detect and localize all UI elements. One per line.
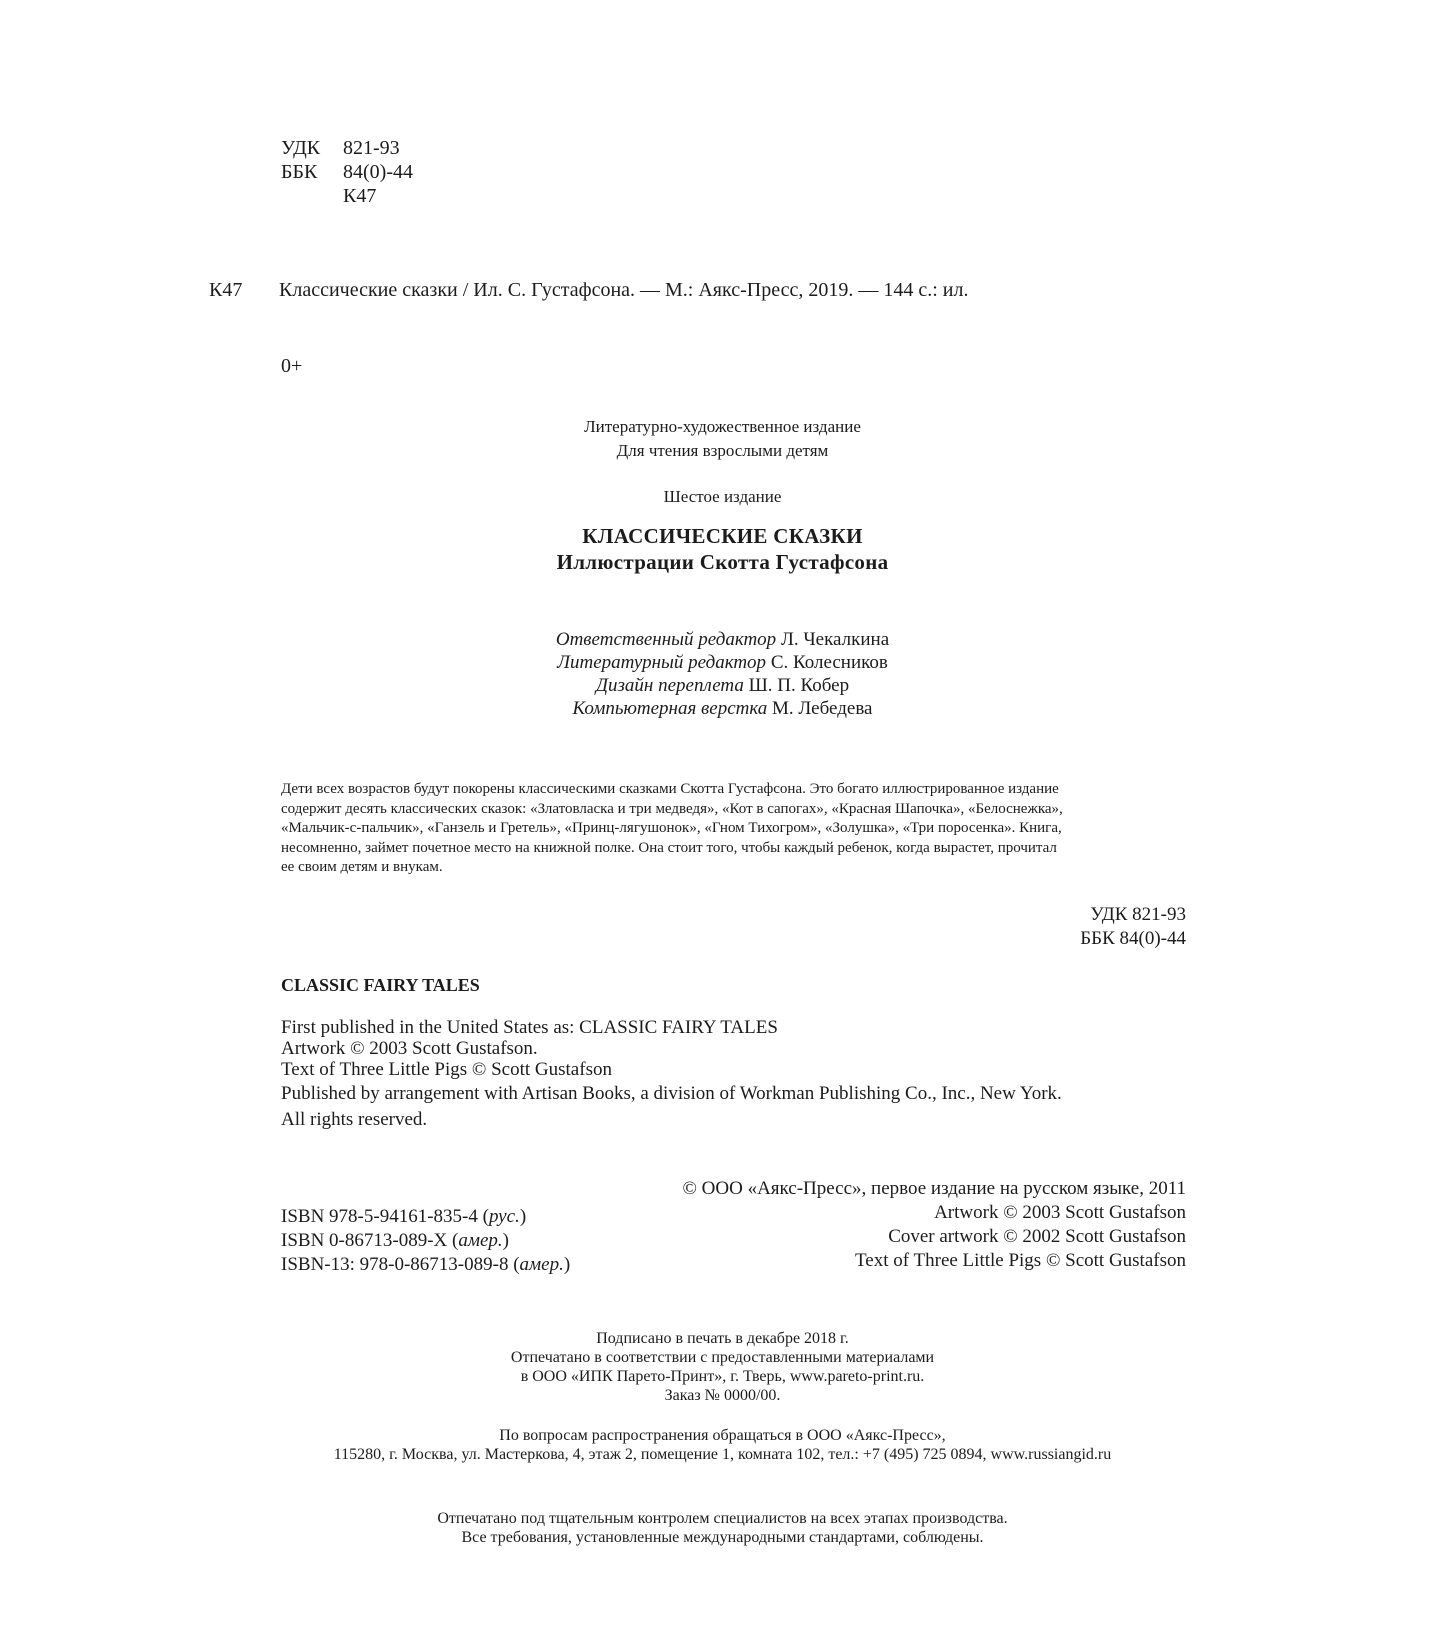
catalog-description: Классические сказки / Ил. С. Густафсона. — М.: Аякс-Пресс, 2019. — 144 с.: ил. <box>279 279 969 301</box>
isbn-line: ISBN 0-86713-089-X (амер.) <box>281 1230 509 1251</box>
genre-block <box>0 415 1445 463</box>
isbn-number: ISBN 0-86713-089-X <box>281 1230 448 1251</box>
credit-role: Литературный редактор <box>557 652 767 673</box>
print-info-line: в ООО «ИПК Парето-Принт», г. Тверь, www.pareto-print.ru. <box>520 1368 925 1385</box>
english-line: Published by arrangement with Artisan Books, a division of Workman Publishing Co., Inc., New York. <box>281 1083 1062 1104</box>
english-title: CLASSIC FAIRY TALES <box>281 975 480 995</box>
credit-role: Компьютерная верстка <box>572 698 768 719</box>
credit-name: С. Колесников <box>770 652 888 673</box>
bbk-code: ББК 84(0)-44 <box>1080 928 1186 949</box>
english-rights-block <box>281 1017 1062 1132</box>
age-rating: 0+ <box>281 355 303 377</box>
isbn-line: ISBN-13: 978-0-86713-089-8 (амер.) <box>281 1254 571 1275</box>
credit-line <box>0 697 1445 720</box>
quality-line: Все требования, установленные международными стандартами, соблюдены. <box>461 1529 984 1546</box>
credit-role: Ответственный редактор <box>555 629 777 650</box>
english-line: Artwork © 2003 Scott Gustafson. <box>281 1038 538 1059</box>
copyright-block <box>560 1177 1186 1273</box>
book-title: КЛАССИЧЕСКИЕ СКАЗКИ <box>582 524 863 548</box>
credit-line <box>0 651 1445 674</box>
classification-block <box>281 136 413 208</box>
classification-row-bbk <box>281 160 413 184</box>
quality-line: Отпечатано под тщательным контролем специалистов на всех этапах производства. <box>437 1510 1008 1527</box>
classification-value: 84(0)-44 <box>343 161 413 183</box>
isbn-number: ISBN-13: 978-0-86713-089-8 <box>281 1254 509 1275</box>
classification-value: 821-93 <box>343 137 400 159</box>
quality-block <box>0 1509 1445 1547</box>
credits-block <box>0 628 1445 720</box>
title-block <box>0 523 1445 575</box>
catalog-entry <box>209 279 968 302</box>
copyright-line: Artwork © 2003 Scott Gustafson <box>934 1202 1186 1223</box>
annotation-line: Дети всех возрастов будут покорены классическими сказками Скотта Густафсона. Это богато иллюстрированное издание <box>281 781 1059 797</box>
classification-value: К47 <box>343 185 377 207</box>
isbn-language: рус. <box>488 1206 520 1227</box>
classification-label: ББК <box>281 161 318 183</box>
classification-row-author-mark <box>281 184 413 208</box>
distribution-line: 115280, г. Москва, ул. Мастеркова, 4, этаж 2, помещение 1, комната 102, тел.: +7 (495) 725 0894, www.russiangid.ru <box>333 1446 1112 1463</box>
classification-row-udc <box>281 136 413 160</box>
distribution-line: По вопросам распространения обращаться в ООО «Аякс-Пресс», <box>499 1427 946 1444</box>
distribution-block <box>0 1426 1445 1464</box>
catalog-code: К47 <box>209 279 243 301</box>
credit-name: М. Лебедева <box>772 698 873 719</box>
annotation-line: «Мальчик-с-пальчик», «Ганзель и Гретель», «Принц-лягушонок», «Гном Тихогром», «Золушка», «Три поросенка». Книга, <box>281 820 1062 836</box>
credit-role: Дизайн переплета <box>595 675 744 696</box>
isbn-block <box>281 1205 570 1277</box>
annotation-line: несомненно, займет почетное место на книжной полке. Она стоит того, чтобы каждый ребенок, когда вырастет, прочитал <box>281 839 1057 856</box>
isbn-number: ISBN 978-5-94161-835-4 <box>281 1206 478 1227</box>
credit-line <box>0 628 1445 651</box>
english-line: First published in the United States as: CLASSIC FAIRY TALES <box>281 1017 778 1038</box>
english-line: Text of Three Little Pigs © Scott Gustafson <box>281 1059 612 1080</box>
book-subtitle: Иллюстрации Скотта Густафсона <box>556 550 889 574</box>
isbn-language: амер. <box>458 1230 503 1251</box>
print-info-line: Отпечатано в соответствии с предоставленными материалами <box>510 1349 935 1366</box>
credit-line <box>0 674 1445 697</box>
classification-label: УДК <box>281 137 321 159</box>
isbn-language: амер. <box>519 1254 564 1275</box>
copyright-line: Text of Three Little Pigs © Scott Gustafson <box>855 1250 1186 1271</box>
print-info-line: Заказ № 0000/00. <box>664 1387 781 1404</box>
genre-line: Литературно-художественное издание <box>584 417 861 436</box>
print-info-block <box>0 1329 1445 1405</box>
edition-label: Шестое издание <box>663 487 782 506</box>
copyright-line: Cover artwork © 2002 Scott Gustafson <box>888 1226 1186 1247</box>
udc-code: УДК 821-93 <box>1090 904 1186 925</box>
isbn-line: ISBN 978-5-94161-835-4 (рус.) <box>281 1206 527 1227</box>
classification-label <box>281 184 343 208</box>
audience-line: Для чтения взрослыми детям <box>616 441 829 460</box>
print-info-line: Подписано в печать в декабре 2018 г. <box>596 1330 849 1347</box>
english-line: All rights reserved. <box>281 1109 428 1130</box>
udc-bbk-right <box>900 903 1186 951</box>
annotation-line: ее своим детям и внукам. <box>281 859 443 875</box>
copyright-line: © ООО «Аякс-Пресс», первое издание на русском языке, 2011 <box>682 1178 1186 1199</box>
credit-name: Ш. П. Кобер <box>748 675 850 696</box>
annotation-paragraph <box>281 780 1186 878</box>
annotation-line: содержит десять классических сказок: «Златовласка и три медведя», «Кот в сапогах», «Красная Шапочка», «Белоснежка», <box>281 800 1063 817</box>
credit-name: Л. Чекалкина <box>780 629 890 650</box>
